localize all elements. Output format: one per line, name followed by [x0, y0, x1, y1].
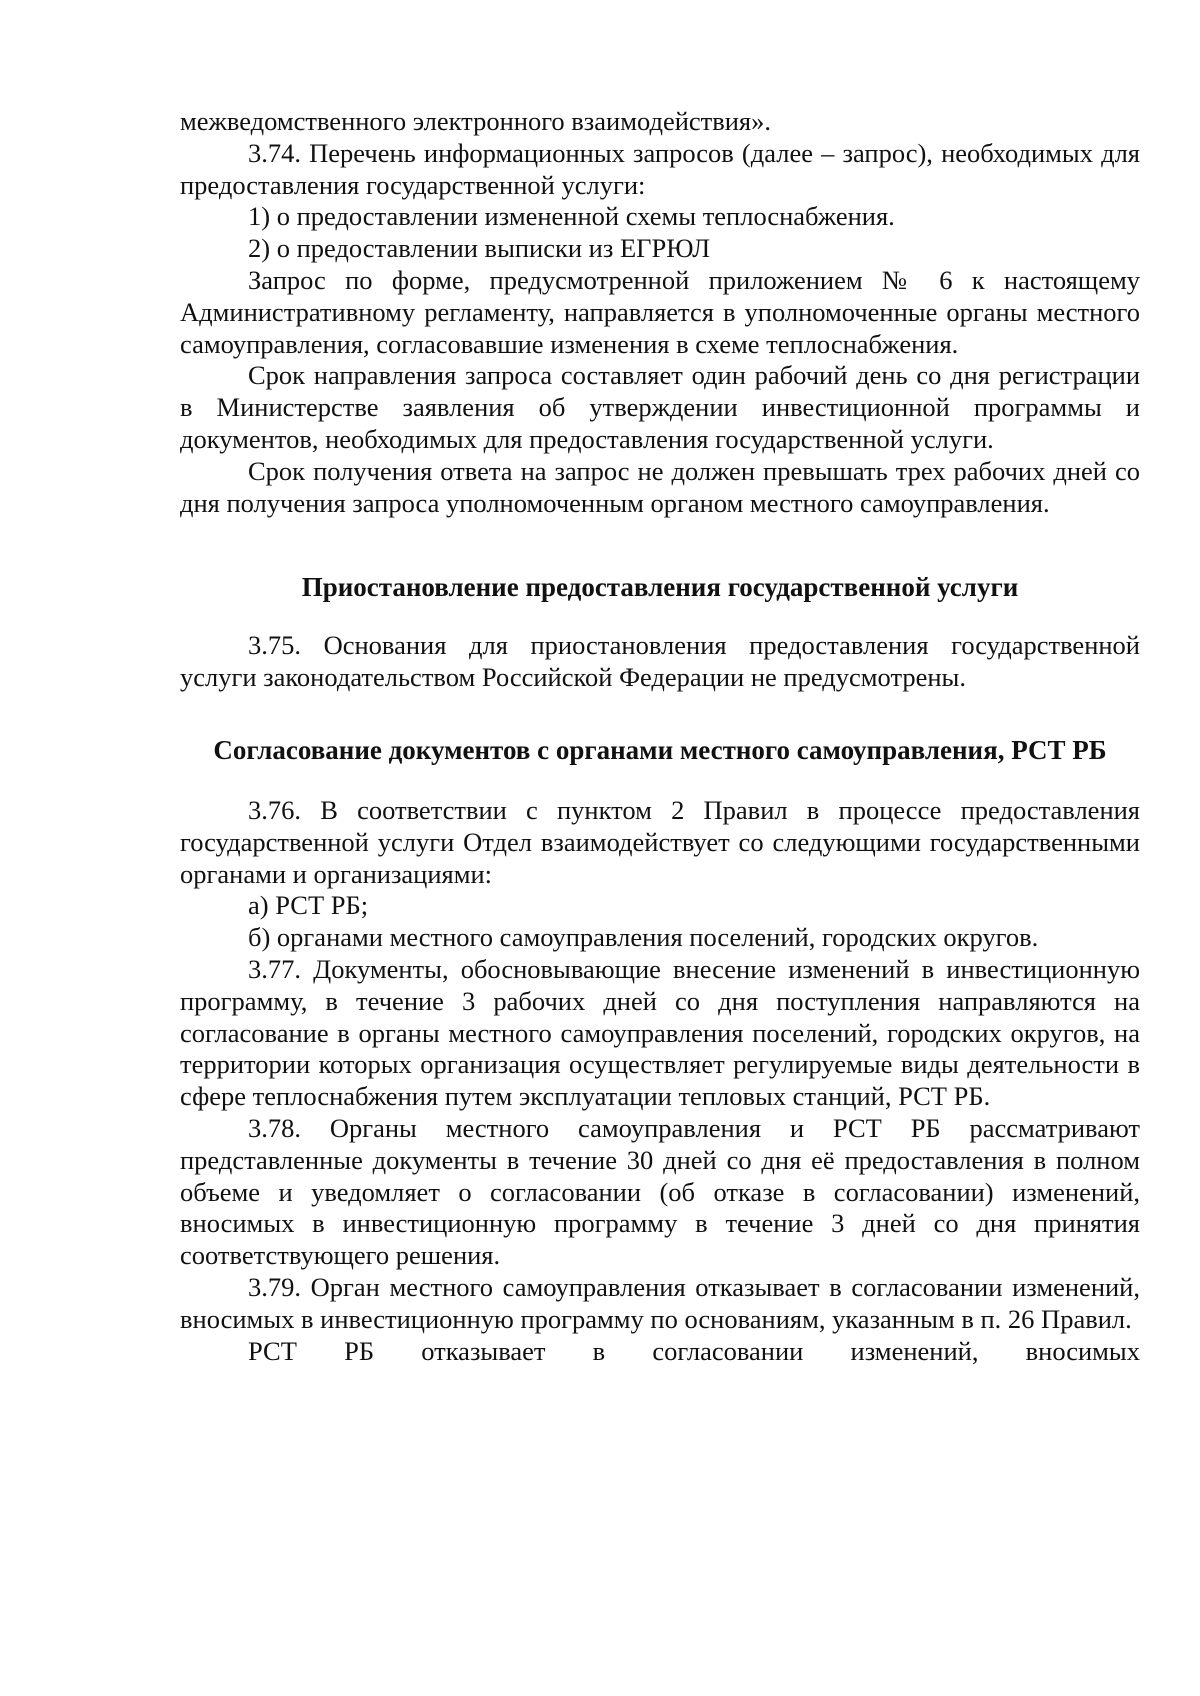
paragraph-3-78: 3.78. Органы местного самоуправления и РСТ РБ рассматривают представленные документы в течение 30 дней со дня её предоставления в полном объеме и уведомляет о согласовании (об отказе в согласовании) изменений, вносимых в инвестиционную программу в течение 3 дней со дня принятия соответствующего решения. — [180, 1112, 1140, 1271]
document-body — [180, 106, 1140, 1367]
paragraph-3-79: 3.79. Орган местного самоуправления отказывает в согласовании изменений, вносимых в инвестиционную программу по основаниям, указанным в п. 26 Правил. — [180, 1271, 1140, 1334]
paragraph-3-76: 3.76. В соответствии с пунктом 2 Правил в процессе предоставления государственной услуги Отдел взаимодействует со следующими государственными органами и организациями: — [180, 794, 1140, 889]
list-item-1: 1) о предоставлении измененной схемы теплоснабжения. — [248, 201, 895, 232]
paragraph-request-form: Запрос по форме, предусмотренной приложением № 6 к настоящему Административному регламенту, направляется в уполномоченные органы местного самоуправления, согласовавшие изменения в схеме теплоснабжения. — [180, 264, 1140, 359]
paragraph-response-deadline: Срок получения ответа на запрос не должен превышать трех рабочих дней со дня получения запроса уполномоченным органом местного самоуправления. — [180, 455, 1140, 518]
paragraph-continuation: межведомственного электронного взаимодействия». — [180, 106, 771, 136]
list-item-a: а) РСТ РБ; — [248, 890, 369, 921]
paragraph-3-75: 3.75. Основания для приостановления предоставления государственной услуги законодательством Российской Федерации не предусмотрены. — [180, 630, 1140, 693]
paragraph-3-77: 3.77. Документы, обосновывающие внесение изменений в инвестиционную программу, в течение 3 рабочих дней со дня поступления направляются на согласование в органы местного самоуправления поселений, городских округов, на территории которых организация осуществляет регулируемые виды деятельности в сфере теплоснабжения путем эксплуатации тепловых станций, РСТ РБ. — [180, 953, 1140, 1112]
paragraph-3-74: 3.74. Перечень информационных запросов (далее – запрос), необходимых для предоставления государственной услуги: — [180, 137, 1140, 200]
section-heading-suspension: Приостановление предоставления государственной услуги — [301, 572, 1019, 603]
list-item-b: б) органами местного самоуправления поселений, городских округов. — [248, 922, 1039, 953]
section-heading-approval: Согласование документов с органами местного самоуправления, РСТ РБ — [213, 734, 1107, 765]
paragraph-rst-refusal: РСТ РБ отказывает в согласовании изменений, вносимых — [248, 1335, 1140, 1366]
list-item-2: 2) о предоставлении выписки из ЕГРЮЛ — [248, 233, 711, 264]
paragraph-request-deadline: Срок направления запроса составляет один рабочий день со дня регистрации в Министерстве заявления об утверждении инвестиционной программы и документов, необходимых для предоставления государственной услуги. — [180, 360, 1140, 454]
